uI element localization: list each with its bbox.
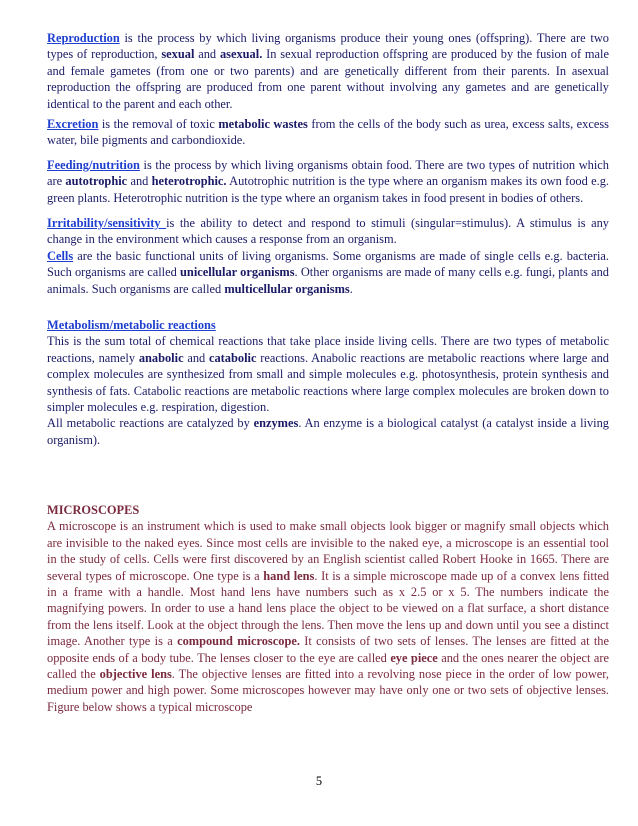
metabolism-text-1: This is the sum total of chemical reactions that take place inside living cells. There are two types of metabolic reactions, namely	[47, 334, 609, 365]
nutrition-text-3: Autotrophic nutrition is the type where an organism makes its own food e.g. green plants. Heterotrophic nutrition is the type where an organism takes in food present in bodies of others.	[47, 174, 609, 205]
nutrition-text-2: and	[127, 174, 152, 189]
metabolism-section	[47, 317, 609, 448]
cells-term: Cells	[47, 248, 74, 263]
cells-text-3: .	[349, 281, 353, 296]
excretion-term: Excretion	[47, 117, 99, 131]
cells-text-2: . Other organisms are made of many cells e.g. fungi, plants and animals. Such organisms are called	[47, 265, 609, 296]
nutrition-text-1: is the process by which living organisms obtain food. There are two types of nutrition which are	[47, 158, 609, 189]
reproduction-text-2: and	[194, 47, 220, 62]
microscopes-text-2: . It is a simple microscope made up of a convex lens fitted in a frame with a handle. Most hand lens have numbers such as x 2.5 or x 5. The numbers indicate the magnifying powers. In order to use a hand lens place the object to be viewed on a flat surface, a short distance from the lens itself. Look at the object through the lens. Then move the lens up and down until you see a distinct image. Another type is a	[47, 568, 610, 649]
microscopes-text-3: It consists of two sets of lenses. The lenses are fitted at the opposite ends of a body tube. The lenses closer to the eye are called	[47, 634, 609, 665]
autotrophic-term: autotrophic	[65, 174, 128, 189]
nutrition-paragraph	[47, 157, 609, 206]
microscopes-text-1: A microscope is an instrument which is used to make small objects look bigger or magnify small objects which are invisible to the naked eyes. Since most cells are invisible to the naked eye, a microscope is an essential tool in the study of cells. Cells were first discovered by an English scientist called Robert Hooke in 1665. There are several types of microscope. One type is a	[47, 519, 609, 583]
compound-microscope-term: compound microscope.	[177, 634, 300, 649]
reproduction-paragraph	[47, 30, 609, 112]
catabolic-term: catabolic	[208, 350, 257, 365]
cells-text-1: are the basic functional units of living organisms. Some organisms are made of single cells e.g. bacteria. Such organisms are called	[47, 248, 609, 280]
excretion-paragraph	[47, 116, 609, 149]
page-number: 5	[315, 774, 323, 788]
microscopes-section	[47, 502, 609, 715]
reproduction-text-1: is the process by which living organisms produce their young ones (offspring). There are two types of reproduction,	[47, 31, 609, 62]
metabolic-wastes-term: metabolic wastes	[218, 117, 308, 131]
metabolism-text-2: and	[183, 350, 209, 365]
reproduction-term: Reproduction	[47, 31, 120, 45]
metabolism-text-3: reactions. Anabolic reactions are metabolic reactions where large and complex molecules are synthesized from small and simple molecules e.g. photosynthesis, protein synthesis and synthesis of fats. Catabolic reactions are metabolic reactions where large complex molecules are broken down to simpler molecules e.g. respiration, digestion.	[47, 350, 609, 415]
metabolism-text-5: . An enzyme is a biological catalyst (a catalyst inside a living organism).	[47, 416, 609, 447]
nutrition-term: Feeding/nutrition	[47, 158, 140, 172]
irritability-paragraph	[47, 215, 609, 297]
heterotrophic-term: heterotrophic.	[151, 174, 227, 189]
excretion-text-2: from the cells of the body such as urea, excess salts, excess water, bile pigments and carbondioxide.	[47, 117, 609, 148]
asexual-term: asexual.	[219, 47, 263, 62]
irritability-text-1: is the ability to detect and respond to stimuli (singular=stimulus). A stimulus is any change in the environment which causes a response from an organism.	[47, 216, 609, 247]
multicellular-term: multicellular organisms	[224, 281, 350, 296]
anabolic-term: anabolic	[138, 350, 184, 365]
sexual-term: sexual	[161, 47, 195, 62]
microscopes-text-4: and the ones nearer the object are called the	[47, 650, 610, 682]
eye-piece-term: eye piece	[390, 650, 438, 665]
microscopes-heading: MICROSCOPES	[47, 503, 140, 517]
reproduction-text-3: In sexual reproduction offspring are produced by the fusion of male and female gametes (from one or two parents) and are genetically different from their parents. In asexual reproduction the offspring are produced from one parent without involving any gametes and are genetically identical to the parent and each other.	[47, 47, 609, 111]
unicellular-term: unicellular organisms	[180, 265, 295, 280]
objective-lens-term: objective lens	[99, 667, 172, 682]
microscopes-text-5: . The objective lenses are fitted into a revolving nose piece in the order of low power, medium power and high power. Some microscopes however may have only one or two sets of objective lenses. Figure below shows a typical microscope	[47, 667, 609, 714]
metabolism-heading: Metabolism/metabolic reactions	[47, 318, 216, 332]
hand-lens-term: hand lens	[263, 568, 315, 583]
excretion-text-1: is the removal of toxic	[98, 117, 219, 131]
enzymes-term: enzymes	[253, 416, 299, 431]
metabolism-text-4: All metabolic reactions are catalyzed by	[47, 416, 254, 431]
irritability-term: Irritability/sensitivity	[47, 216, 167, 230]
